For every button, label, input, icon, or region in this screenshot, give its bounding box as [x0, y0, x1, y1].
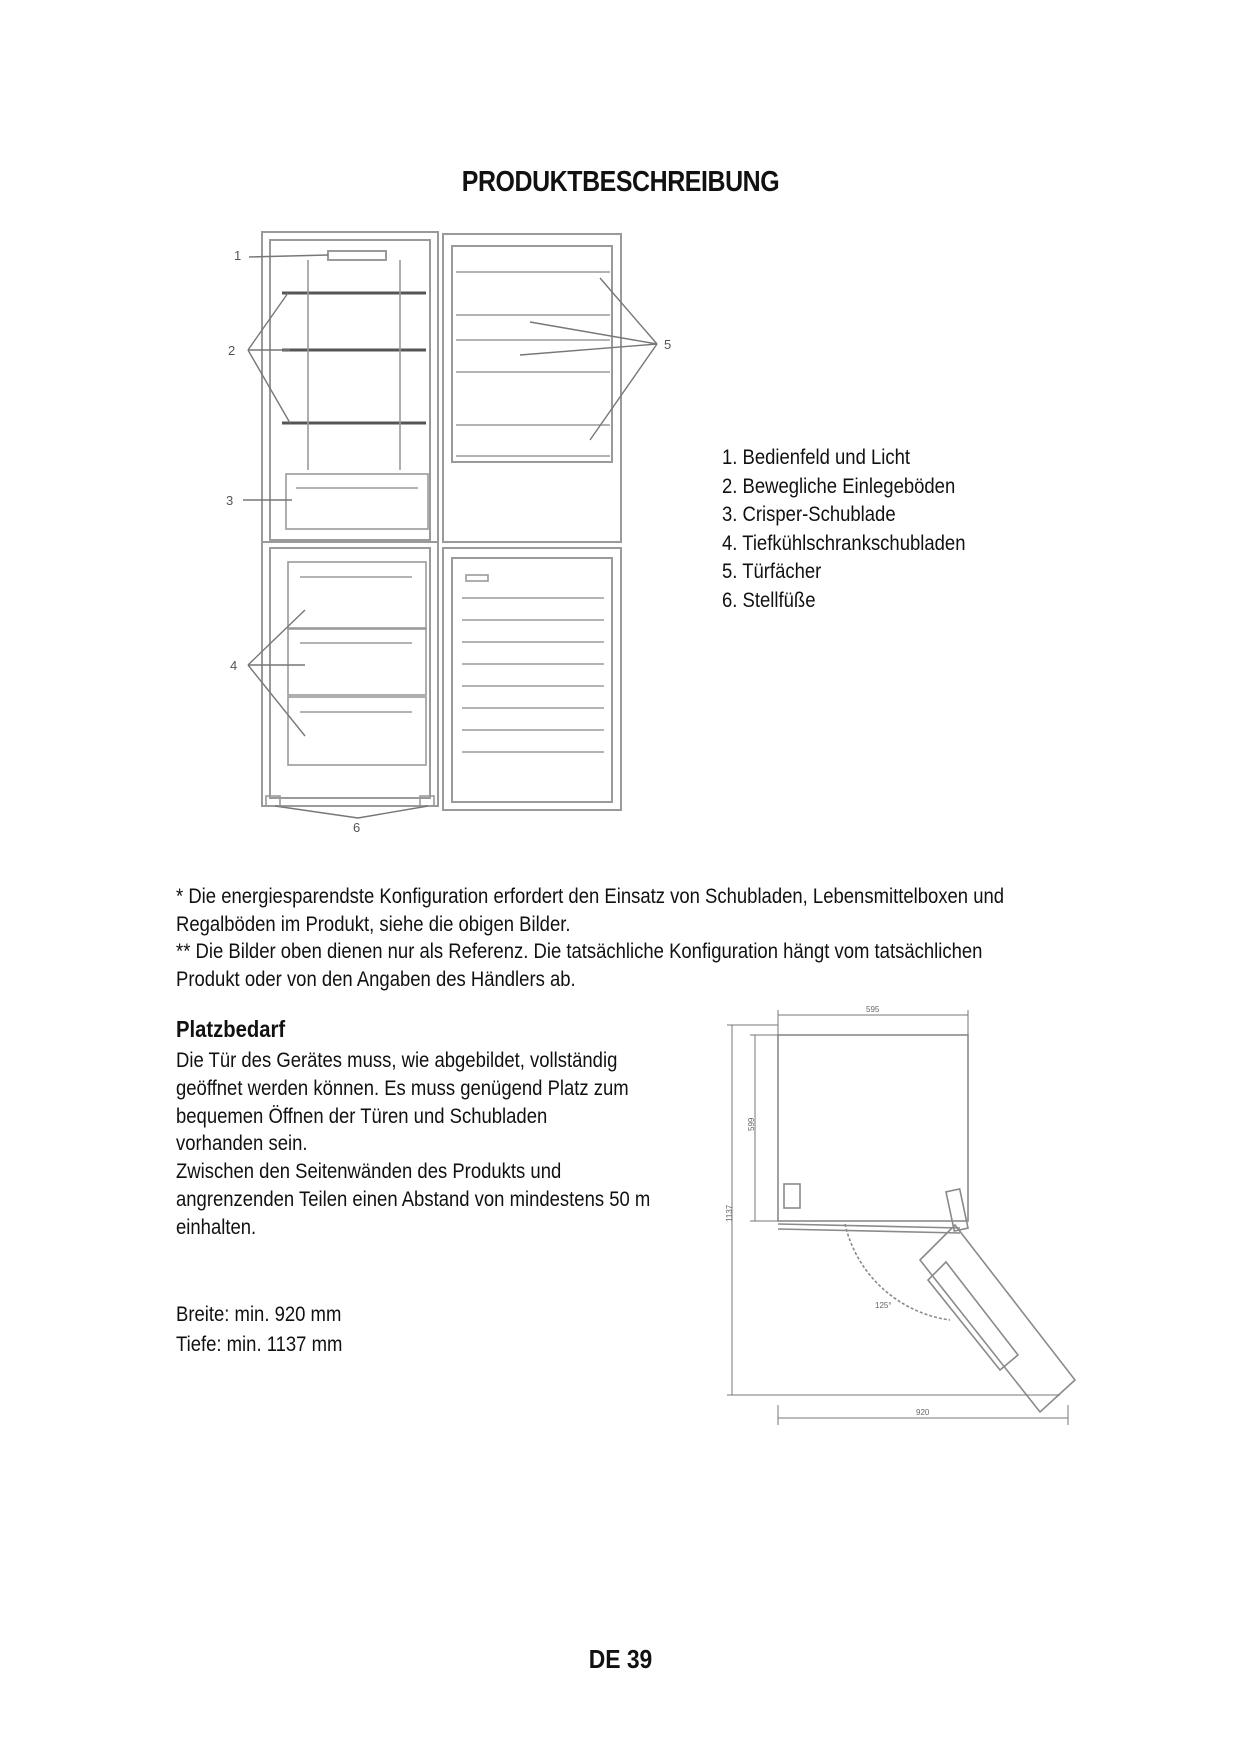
- legend-item: 4. Tiefkühlschrankschubladen: [722, 531, 966, 555]
- note-line: Produkt oder von den Angaben des Händlers ab.: [176, 967, 576, 991]
- note-line: ** Die Bilder oben dienen nur als Referenz. Die tatsächliche Konfiguration hängt vom tatsächlichen: [176, 940, 983, 963]
- dim-top-label: 595: [866, 1005, 880, 1014]
- note-line: * Die energiesparendste Konfiguration erfordert den Einsatz von Schubladen, Lebensmittelboxen und: [176, 885, 1005, 908]
- legend-item: 5. Türfächer: [722, 560, 822, 583]
- body-line: einhalten.: [176, 1215, 257, 1239]
- body-line: vorhanden sein.: [176, 1132, 308, 1156]
- dim-side-label: 599: [747, 1117, 756, 1131]
- width-requirement: Breite: min. 920 mm: [176, 1303, 342, 1326]
- legend-item: 3. Crisper-Schublade: [722, 503, 896, 526]
- body-line: Zwischen den Seitenwänden des Produkts und: [176, 1160, 562, 1184]
- top-view-diagram: [725, 1005, 1085, 1430]
- configuration-notes: [176, 883, 1126, 993]
- dim-total-label: 1137: [725, 1204, 734, 1222]
- space-description: [176, 1047, 715, 1242]
- body-line: geöffnet werden können. Es muss genügend Platz zum: [176, 1076, 629, 1100]
- space-dimensions: [176, 1300, 365, 1360]
- legend-item: 6. Stellfüße: [722, 588, 816, 612]
- dim-bottom-label: 920: [916, 1408, 930, 1417]
- callout-2: 2: [228, 343, 236, 358]
- note-line: Regalböden im Produkt, siehe die obigen Bilder.: [176, 912, 571, 936]
- space-heading: Platzbedarf: [176, 1016, 286, 1042]
- callout-3: 3: [226, 493, 234, 508]
- legend-item: 2. Bewegliche Einlegeböden: [722, 474, 956, 498]
- body-line: angrenzenden Teilen einen Abstand von mindestens 50 m: [176, 1187, 651, 1211]
- body-line: Die Tür des Gerätes muss, wie abgebildet, vollständig: [176, 1049, 618, 1072]
- callout-4: 4: [230, 658, 238, 673]
- callout-6: 6: [353, 820, 361, 835]
- body-line: bequemen Öffnen der Türen und Schubladen: [176, 1104, 548, 1128]
- dim-angle-label: 125°: [875, 1301, 892, 1310]
- component-legend: [722, 444, 999, 615]
- page-title: PRODUKTBESCHREIBUNG: [461, 166, 780, 198]
- fridge-diagram: [210, 225, 690, 845]
- page-number: DE 39: [588, 1644, 653, 1674]
- callout-5: 5: [664, 337, 672, 352]
- callout-1: 1: [234, 248, 242, 263]
- depth-requirement: Tiefe: min. 1137 mm: [176, 1333, 343, 1356]
- legend-item: 1. Bedienfeld und Licht: [722, 446, 911, 469]
